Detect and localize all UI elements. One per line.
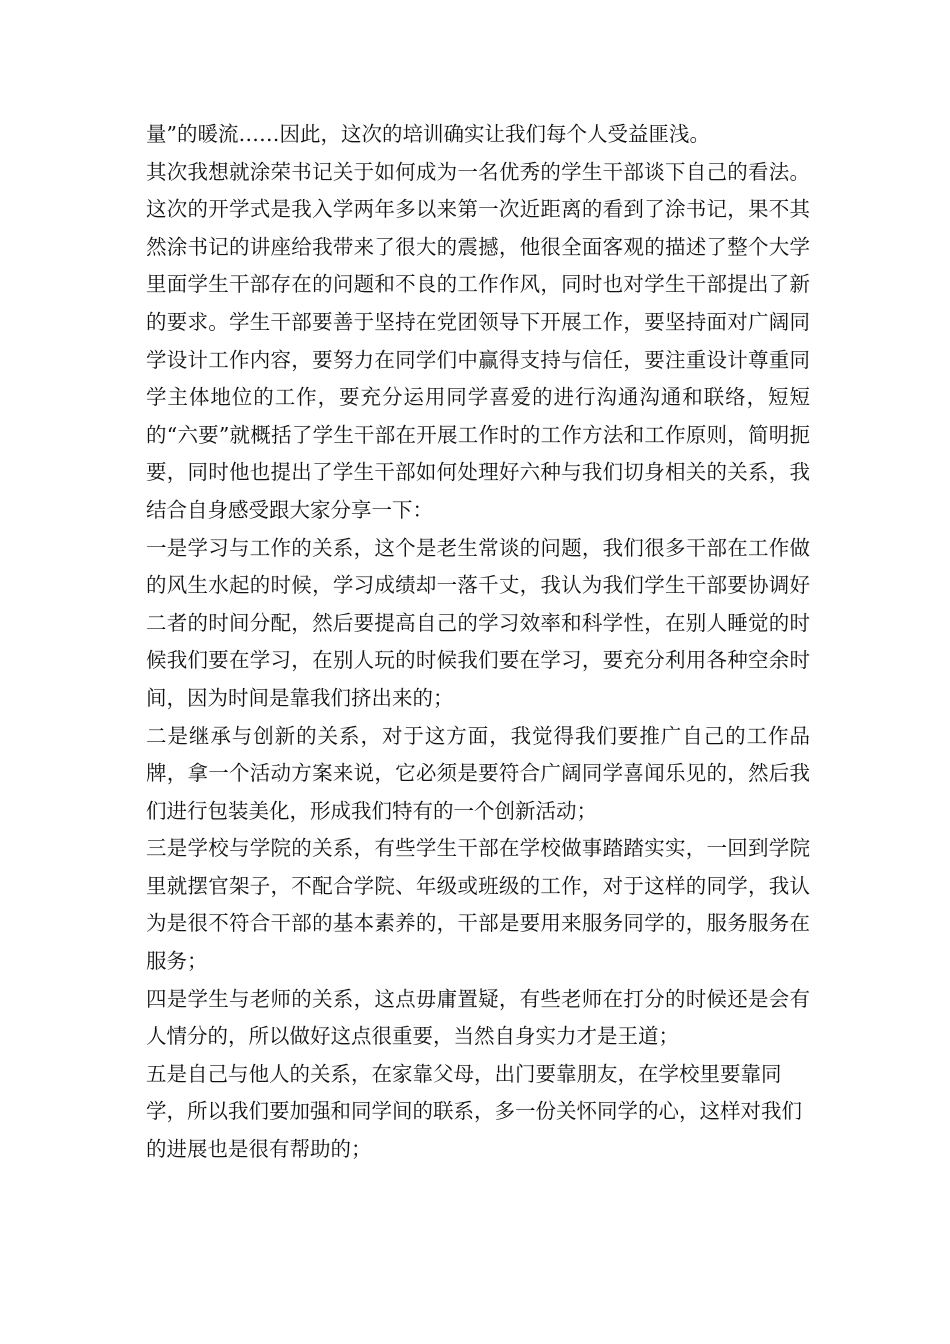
paragraph-point-one: 一是学习与工作的关系，这个是老生常谈的问题，我们很多干部在工作做的风生水起的时候，学习成绩却一落千丈，我认为我们学生干部要协调好二者的时间分配，然后要提高自己的学习效率和科学性，在别人睡觉的时候我们要在学习，在别人玩的时候我们要在学习，要充分利用各种空余时间，因为时间是靠我们挤出来的； xyxy=(146,535,810,710)
paragraph-main-view: 其次我想就涂荣书记关于如何成为一名优秀的学生干部谈下自己的看法。这次的开学式是我入学两年多以来第一次近距离的看到了涂书记，果不其然涂书记的讲座给我带来了很大的震撼，他很全面客观的描述了整个大学里面学生干部存在的问题和不良的工作作风，同时也对学生干部提出了新的要求。学生干部要善于坚持在党团领导下开展工作，要坚持面对广阔同学设计工作内容，要努力在同学们中赢得支持与信任，要注重设计尊重同学主体地位的工作，要充分运用同学喜爱的进行沟通沟通和联络，短短的“六要”就概括了学生干部在开展工作时的工作方法和工作原则，简明扼要，同时他也提出了学生干部如何处理好六种与我们切身相关的关系，我结合自身感受跟大家分享一下： xyxy=(146,159,810,522)
body-text xyxy=(146,116,810,1169)
paragraph-continuation: 量”的暖流……因此，这次的培训确实让我们每个人受益匪浅。 xyxy=(146,122,710,146)
paragraph-point-three: 三是学校与学院的关系，有些学生干部在学校做事踏踏实实，一回到学院里就摆官架子，不配合学院、年级或班级的工作，对于这样的同学，我认为是很不符合干部的基本素养的，干部是要用来服务同学的，服务服务在服务； xyxy=(146,836,810,974)
paragraph-point-four: 四是学生与老师的关系，这点毋庸置疑，有些老师在打分的时候还是会有人情分的，所以做好这点很重要，当然自身实力才是王道； xyxy=(146,986,810,1049)
paragraph-point-five: 五是自己与他人的关系，在家靠父母，出门要靠朋友，在学校里要靠同学，所以我们要加强和同学间的联系，多一份关怀同学的心，这样对我们的进展也是很有帮助的； xyxy=(146,1061,802,1162)
paragraph-point-two: 二是继承与创新的关系，对于这方面，我觉得我们要推广自己的工作品牌，拿一个活动方案来说，它必须是要符合广阔同学喜闻乐见的，然后我们进行包装美化，形成我们特有的一个创新活动； xyxy=(146,723,810,823)
